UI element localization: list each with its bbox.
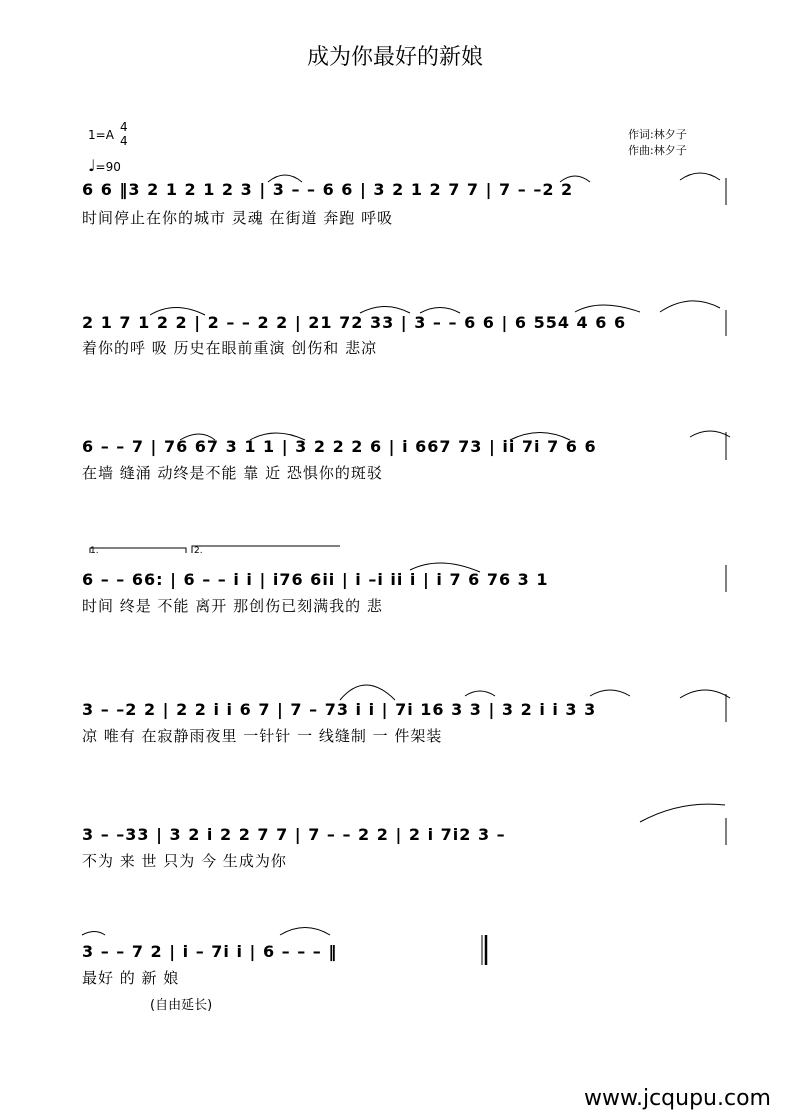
page-title: 成为你最好的新娘 bbox=[306, 45, 483, 70]
lyrics-line-2: 着你的呼 吸 历史在眼前重演 创伤和 悲凉 bbox=[82, 339, 378, 357]
key-signature: 1=A bbox=[88, 128, 114, 142]
lyricist-credit: 作词:林夕子 bbox=[628, 128, 687, 141]
lyrics-line-5: 凉 唯有 在寂静雨夜里 一针针 一 线缝制 一 件架装 bbox=[82, 727, 443, 745]
lyrics-line-1: 时间停止在你的城市 灵魂 在街道 奔跑 呼吸 bbox=[82, 209, 394, 227]
composer-credit: 作曲:林夕子 bbox=[628, 144, 687, 157]
volta-first: 1. bbox=[90, 546, 99, 556]
lyrics-line-6: 不为 来 世 只为 今 生成为你 bbox=[82, 852, 287, 870]
notes-line-7: 3 – – 7 2 | i – 7i i | 6 – – – ‖ bbox=[82, 942, 338, 961]
notes-line-1: 6 6 ‖3 2 1 2 1 2 3 | 3 – – 6 6 | 3 2 1 2 7 7 | 7 – –2 2 bbox=[82, 180, 574, 199]
watermark: www.jcqupu.com bbox=[584, 1086, 771, 1111]
notes-line-4: 6 – – 66: | 6 – – i i | i76 6ii | i –i ii i | i 7 6 76 3 1 bbox=[82, 570, 549, 589]
volta-second: 2. bbox=[194, 546, 203, 556]
free-extension-marking: (自由延长) bbox=[150, 998, 213, 1013]
notes-line-2: 2 1 7 1 2 2 | 2 – – 2 2 | 21 72 33 | 3 – – 6 6 | 6 554 4 6 6 bbox=[82, 313, 627, 332]
lyrics-line-7: 最好 的 新 娘 bbox=[82, 969, 180, 987]
lyrics-line-4: 时间 终是 不能 离开 那创伤已刻满我的 悲 bbox=[82, 597, 383, 615]
notes-line-6: 3 – –33 | 3 2 i 2 2 7 7 | 7 – – 2 2 | 2 i 7i2 3 – bbox=[82, 825, 506, 844]
time-signature-bottom: 4 bbox=[120, 134, 128, 148]
quarter-note-icon: ♩ bbox=[88, 156, 96, 175]
tempo-value: =90 bbox=[95, 160, 121, 174]
notes-line-3: 6 – – 7 | 76 67 3 1 1 | 3 2 2 2 6 | i 667 73 | ii 7i 7 6 6 bbox=[82, 437, 597, 456]
time-signature-top: 4 bbox=[120, 120, 128, 134]
notes-line-5: 3 – –2 2 | 2 2 i i 6 7 | 7 – 73 i i | 7i 16 3 3 | 3 2 i i 3 3 bbox=[82, 700, 597, 719]
lyrics-line-3: 在墙 缝涌 动终是不能 靠 近 恐惧你的斑驳 bbox=[82, 464, 383, 482]
